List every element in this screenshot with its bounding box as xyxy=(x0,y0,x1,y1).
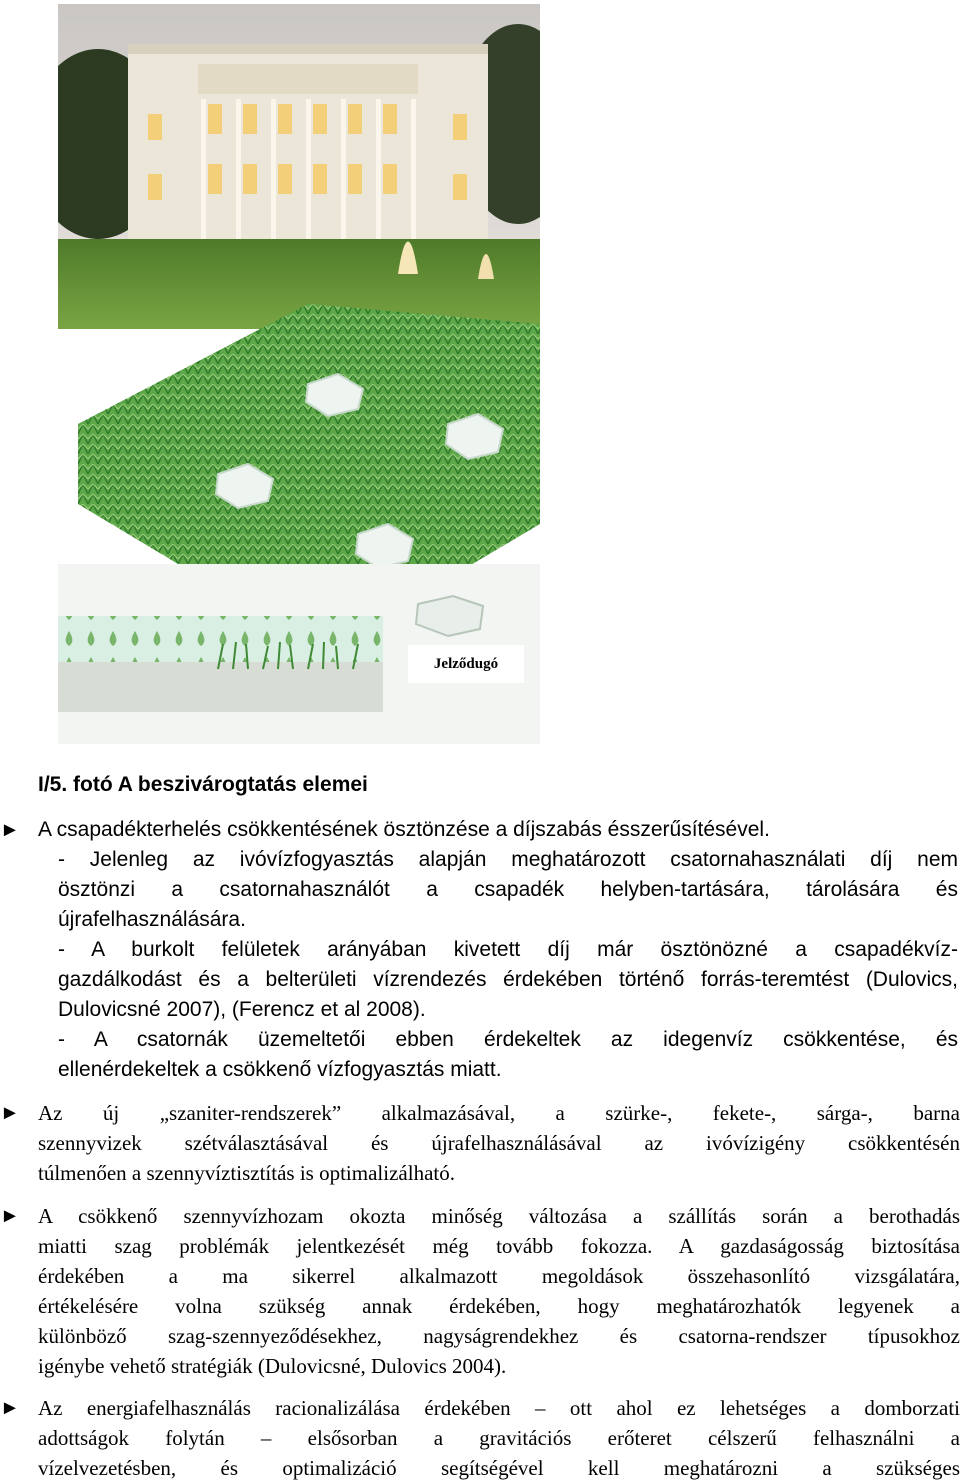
photo-illustration xyxy=(58,4,540,744)
bullet-2-line: szennyvizek szétválasztásával és újrafelhasználásával az ivóvízigény csökkentésén xyxy=(38,1131,960,1155)
bullet-3-line: különböző szag-szennyeződésekhez, nagyságrendekhez és csatorna-rendszer típusokhoz xyxy=(38,1324,960,1348)
bullet-block-3 xyxy=(0,1201,960,1381)
bullet-3-line: A csökkenő szennyvízhozam okozta minőség változása a szállítás során a berothadás xyxy=(38,1204,960,1228)
bullet-3-line: miatti szag problémák jelentkezését még tovább fokozza. A gazdaságosság biztosítása xyxy=(38,1234,960,1258)
subitem-1 xyxy=(58,845,958,935)
subitem-2 xyxy=(58,935,958,1025)
figure-caption: I/5. fotó A beszivárogtatás elemei xyxy=(38,773,368,796)
bullet-3-line: igénybe vehető stratégiák (Dulovicsné, Dulovics 2004). xyxy=(38,1354,507,1378)
subitem-1-line: újrafelhasználására. xyxy=(58,908,246,931)
subitem-3-line: ellenérdekeltek a csökkenő vízfogyasztás miatt. xyxy=(58,1058,502,1081)
bullet-arrow-icon: ► xyxy=(0,1205,20,1227)
subitem-2-line: gazdálkodást és a belterületi vízrendezés érdekében történő forrás-teremtést (Dulovics, xyxy=(58,968,958,991)
bullet-arrow-icon: ► xyxy=(0,1397,20,1419)
figure-photo xyxy=(58,4,540,744)
bullet-4-line: vízelvezetésben, és optimalizáció segítségével kell meghatározni a szükséges xyxy=(38,1456,960,1480)
bullet-3-line: érdekében a ma sikerrel alkalmazott megoldások összehasonlító vizsgálatára, xyxy=(38,1264,960,1288)
subitem-3-line: - A csatornák üzemeltetői ebben érdekeltek az idegenvíz csökkentése, és xyxy=(58,1028,958,1051)
signal-plug-label: Jelződugó xyxy=(408,645,524,683)
bullet-1-line: A csapadékterhelés csökkentésének ösztönzése a díjszabás ésszerűsítésével. xyxy=(38,818,770,841)
bullet-2-line: túlmenően a szennyvíztisztítás is optimalizálható. xyxy=(38,1161,455,1185)
bullet-block-1 xyxy=(0,815,960,845)
subitem-1-line: - Jelenleg az ivóvízfogyasztás alapján meghatározott csatornahasználati díj nem xyxy=(58,848,958,871)
bullet-3-line: értékelésére volna szükség annak érdekében, hogy meghatározhatók legyenek a xyxy=(38,1294,960,1318)
bullet-2-line: Az új „szaniter-rendszerek” alkalmazásával, a szürke-, fekete-, sárga-, barna xyxy=(38,1101,960,1125)
bullet-block-4 xyxy=(0,1393,960,1483)
bullet-arrow-icon: ► xyxy=(0,819,20,841)
bullet-4-line: adottságok folytán – elsősorban a gravitációs erőteret célszerű felhasználni a xyxy=(38,1426,960,1450)
bullet-arrow-icon: ► xyxy=(0,1102,20,1124)
subitem-2-line: - A burkolt felületek arányában kivetett díj már ösztönözné a csapadékvíz- xyxy=(58,938,958,961)
bullet-block-2 xyxy=(0,1098,960,1188)
subitem-2-line: Dulovicsné 2007), (Ferencz et al 2008). xyxy=(58,998,426,1021)
bullet-4-line: Az energiafelhasználás racionalizálása érdekében – ott ahol ez lehetséges a domborzati xyxy=(38,1396,960,1420)
subitem-3 xyxy=(58,1025,958,1085)
subitem-1-line: ösztönzi a csatornahasználót a csapadék helyben-tartására, tárolására és xyxy=(58,878,958,901)
